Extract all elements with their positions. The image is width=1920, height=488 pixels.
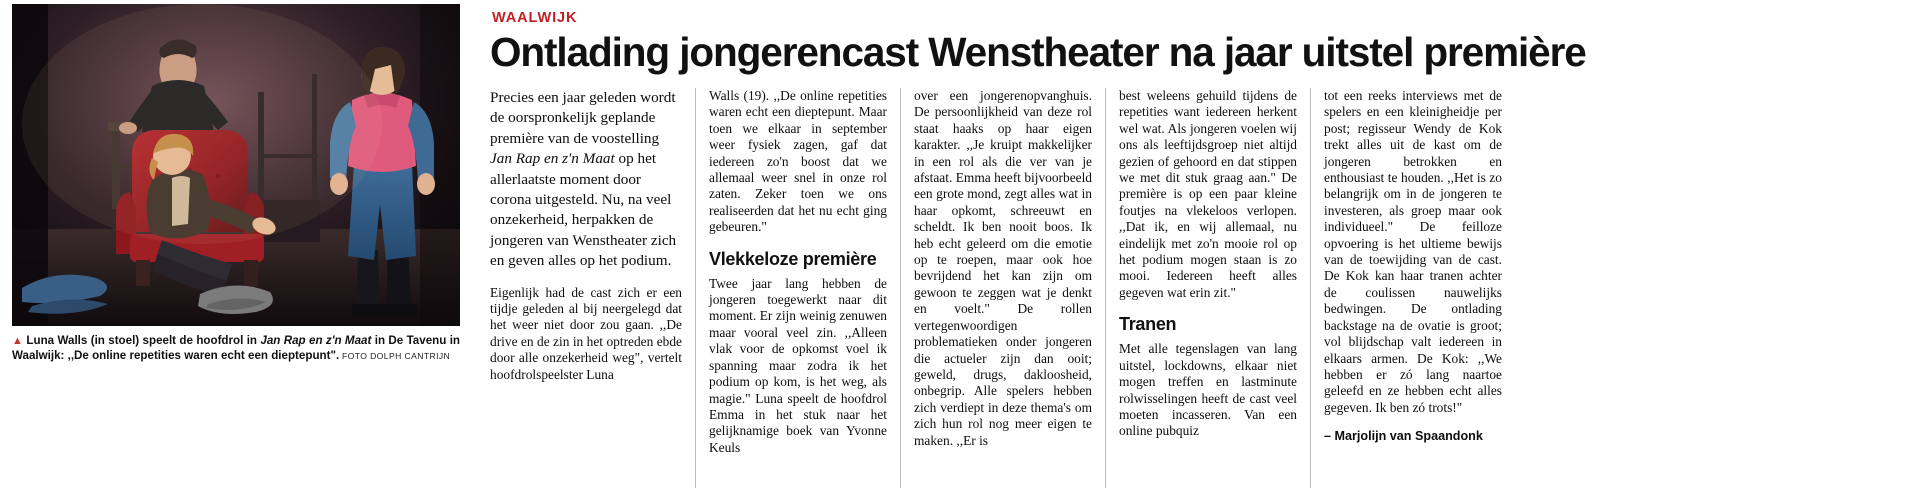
article-paragraph: [914, 88, 1092, 449]
photo-caption: [12, 334, 460, 363]
caption-trailing-text: in De Tavenu in Waalwijk: ,,De online repetities waren echt een dieptepunt".: [12, 334, 460, 362]
caption-italic-title: Jan Rap en z'n Maat: [260, 334, 372, 347]
article-column: [1105, 88, 1310, 488]
article-columns: [490, 88, 1902, 488]
text-run: – Marjolijn van Spaandonk: [1324, 429, 1483, 444]
theatre-stage-photo: [12, 4, 460, 326]
text-run: Twee jaar lang hebben de jongeren toegewerkt naar dit moment. Er zijn weinig zenuwen maar vooral veel zin. ,,Alleen vlak voor de opkomst voel ik spanning maar zodra ik het podium op kom, is het weg, als magie." Luna speelt de hoofdrol Emma in het stuk naar het gelijknamige boek van Yvonne Keuls: [709, 275, 887, 455]
section-subheading: [709, 249, 887, 269]
italic-title: Jan Rap en z'n Maat: [490, 150, 615, 168]
text-run: Precies een jaar geleden wordt de oorspronkelijk geplande première van de voostelling: [490, 89, 676, 147]
article-paragraph: [709, 276, 887, 456]
article-column: [900, 88, 1105, 488]
caption-lead-text: Luna Walls (in stoel) speelt de hoofdrol in: [23, 334, 261, 347]
text-run: Met alle tegenslagen van lang uitstel, lockdowns, elkaar niet mogen treffen en lastminute rolwisselingen heeft de cast veel moeten incasseren. Van een online pubquiz: [1119, 341, 1297, 439]
text-run: tot een reeks interviews met de spelers en een kleinigheidje per post; regisseur Wendy de Kok trekt alles uit de kast om de jongeren betrokken en enthousiast te houden. ,,Het is zo belangrijk om in de jongeren te investeren, als groep maar ook individueel." De feilloze opvoering is het ultieme bewijs van de toewijding van de cast. De Kok kan haar tranen achter de coulissen nauwelijks bedwingen. De ontlading backstage na de ovatie is groot; vol blijdschap valt iedereen in elkaars armen. De Kok: ,,We hebben er zó lang naartoe geleefd en ze hebben echt alles gegeven. Ik ben zó trots!": [1324, 88, 1502, 415]
caption-marker-icon: ▲: [12, 335, 24, 347]
text-run: Eigenlijk had de cast zich er een tijdje geleden al bij neergelegd dat het weer niet door zou gaan. ,,De drive en de zin in het optreden ebde door alle onzekerheid weg", vertelt hoofdrolspeelster Luna: [490, 284, 682, 382]
article-paragraph: [709, 88, 887, 236]
article-byline: [1324, 429, 1502, 444]
article-kicker: WAALWIJK: [492, 10, 578, 26]
article-column: [695, 88, 900, 488]
text-run: Walls (19). ,,De online repetities waren echt een dieptepunt. Maar toen we elkaar in september weer fysiek zagen, gaf dat iedereen zo'n boost dat we allemaal weer snel in onze rol zaten. Zeker toen we ons realiseerden dat het nu echt ging gebeuren.": [709, 88, 887, 235]
page-title: Ontlading jongerencast Wenstheater na jaar uitstel première: [490, 29, 1586, 75]
text-run: over een jongerenopvanghuis. De persoonlijkheid van deze rol staat haaks op haar eigen karakter. ,,Je kruipt makkelijker in een rol als die ver van je afstaat. Emma heeft bijvoorbeeld een grote mond, zegt alles wat in haar opkomt, schreeuwt en scheldt. Ik ben nooit boos. Ik heb echt geleerd om die emotie op te roepen, maar ook hoe bevrijdend het kan zijn om gewoon te zeggen wat je denkt en voelt." De rollen vertegenwoordigen problematieken onder jongeren die actueler zijn dan ooit; geweld, drugs, dakloosheid, onbegrip. Alle spelers hebben zich verdiept in deze thema's om zich hun rol nog meer eigen te maken. ,,Er is: [914, 88, 1092, 448]
article: [470, 0, 1920, 479]
section-subheading: [1119, 314, 1297, 334]
article-paragraph: [1119, 88, 1297, 301]
article-paragraph: [1324, 88, 1502, 416]
text-run: op het allerlaatste moment door corona uitgesteld. Nu, na veel onzekerheid, herpakken de jongeren van Wenstheater zich en geven alles op het podium.: [490, 150, 677, 270]
article-column: [490, 88, 695, 488]
text-run: Tranen: [1119, 314, 1177, 335]
article-paragraph: [1119, 341, 1297, 439]
photo-block: [0, 0, 470, 479]
photo-credit: FOTO DOLPH CANTRIJN: [339, 350, 451, 361]
article-paragraph: [490, 285, 682, 383]
text-run: Vlekkeloze première: [709, 248, 877, 269]
article-lead-paragraph: [490, 88, 682, 272]
article-column: [1310, 88, 1515, 488]
text-run: best weleens gehuild tijdens de repetities want iedereen herkent wel wat. Als jongeren voelen wij ons als leeftijdsgroep niet altijd gezien of gehoord en dat stippen we met dit stuk graag aan." De première is op een paar kleine foutjes na vlekeloos verlopen. ,,Dat ik, en wij allemaal, nu eindelijk met zo'n mooie rol op het podium mogen staan is zo mooi. Iedereen heeft alles gegeven wat erin zit.": [1119, 88, 1297, 300]
